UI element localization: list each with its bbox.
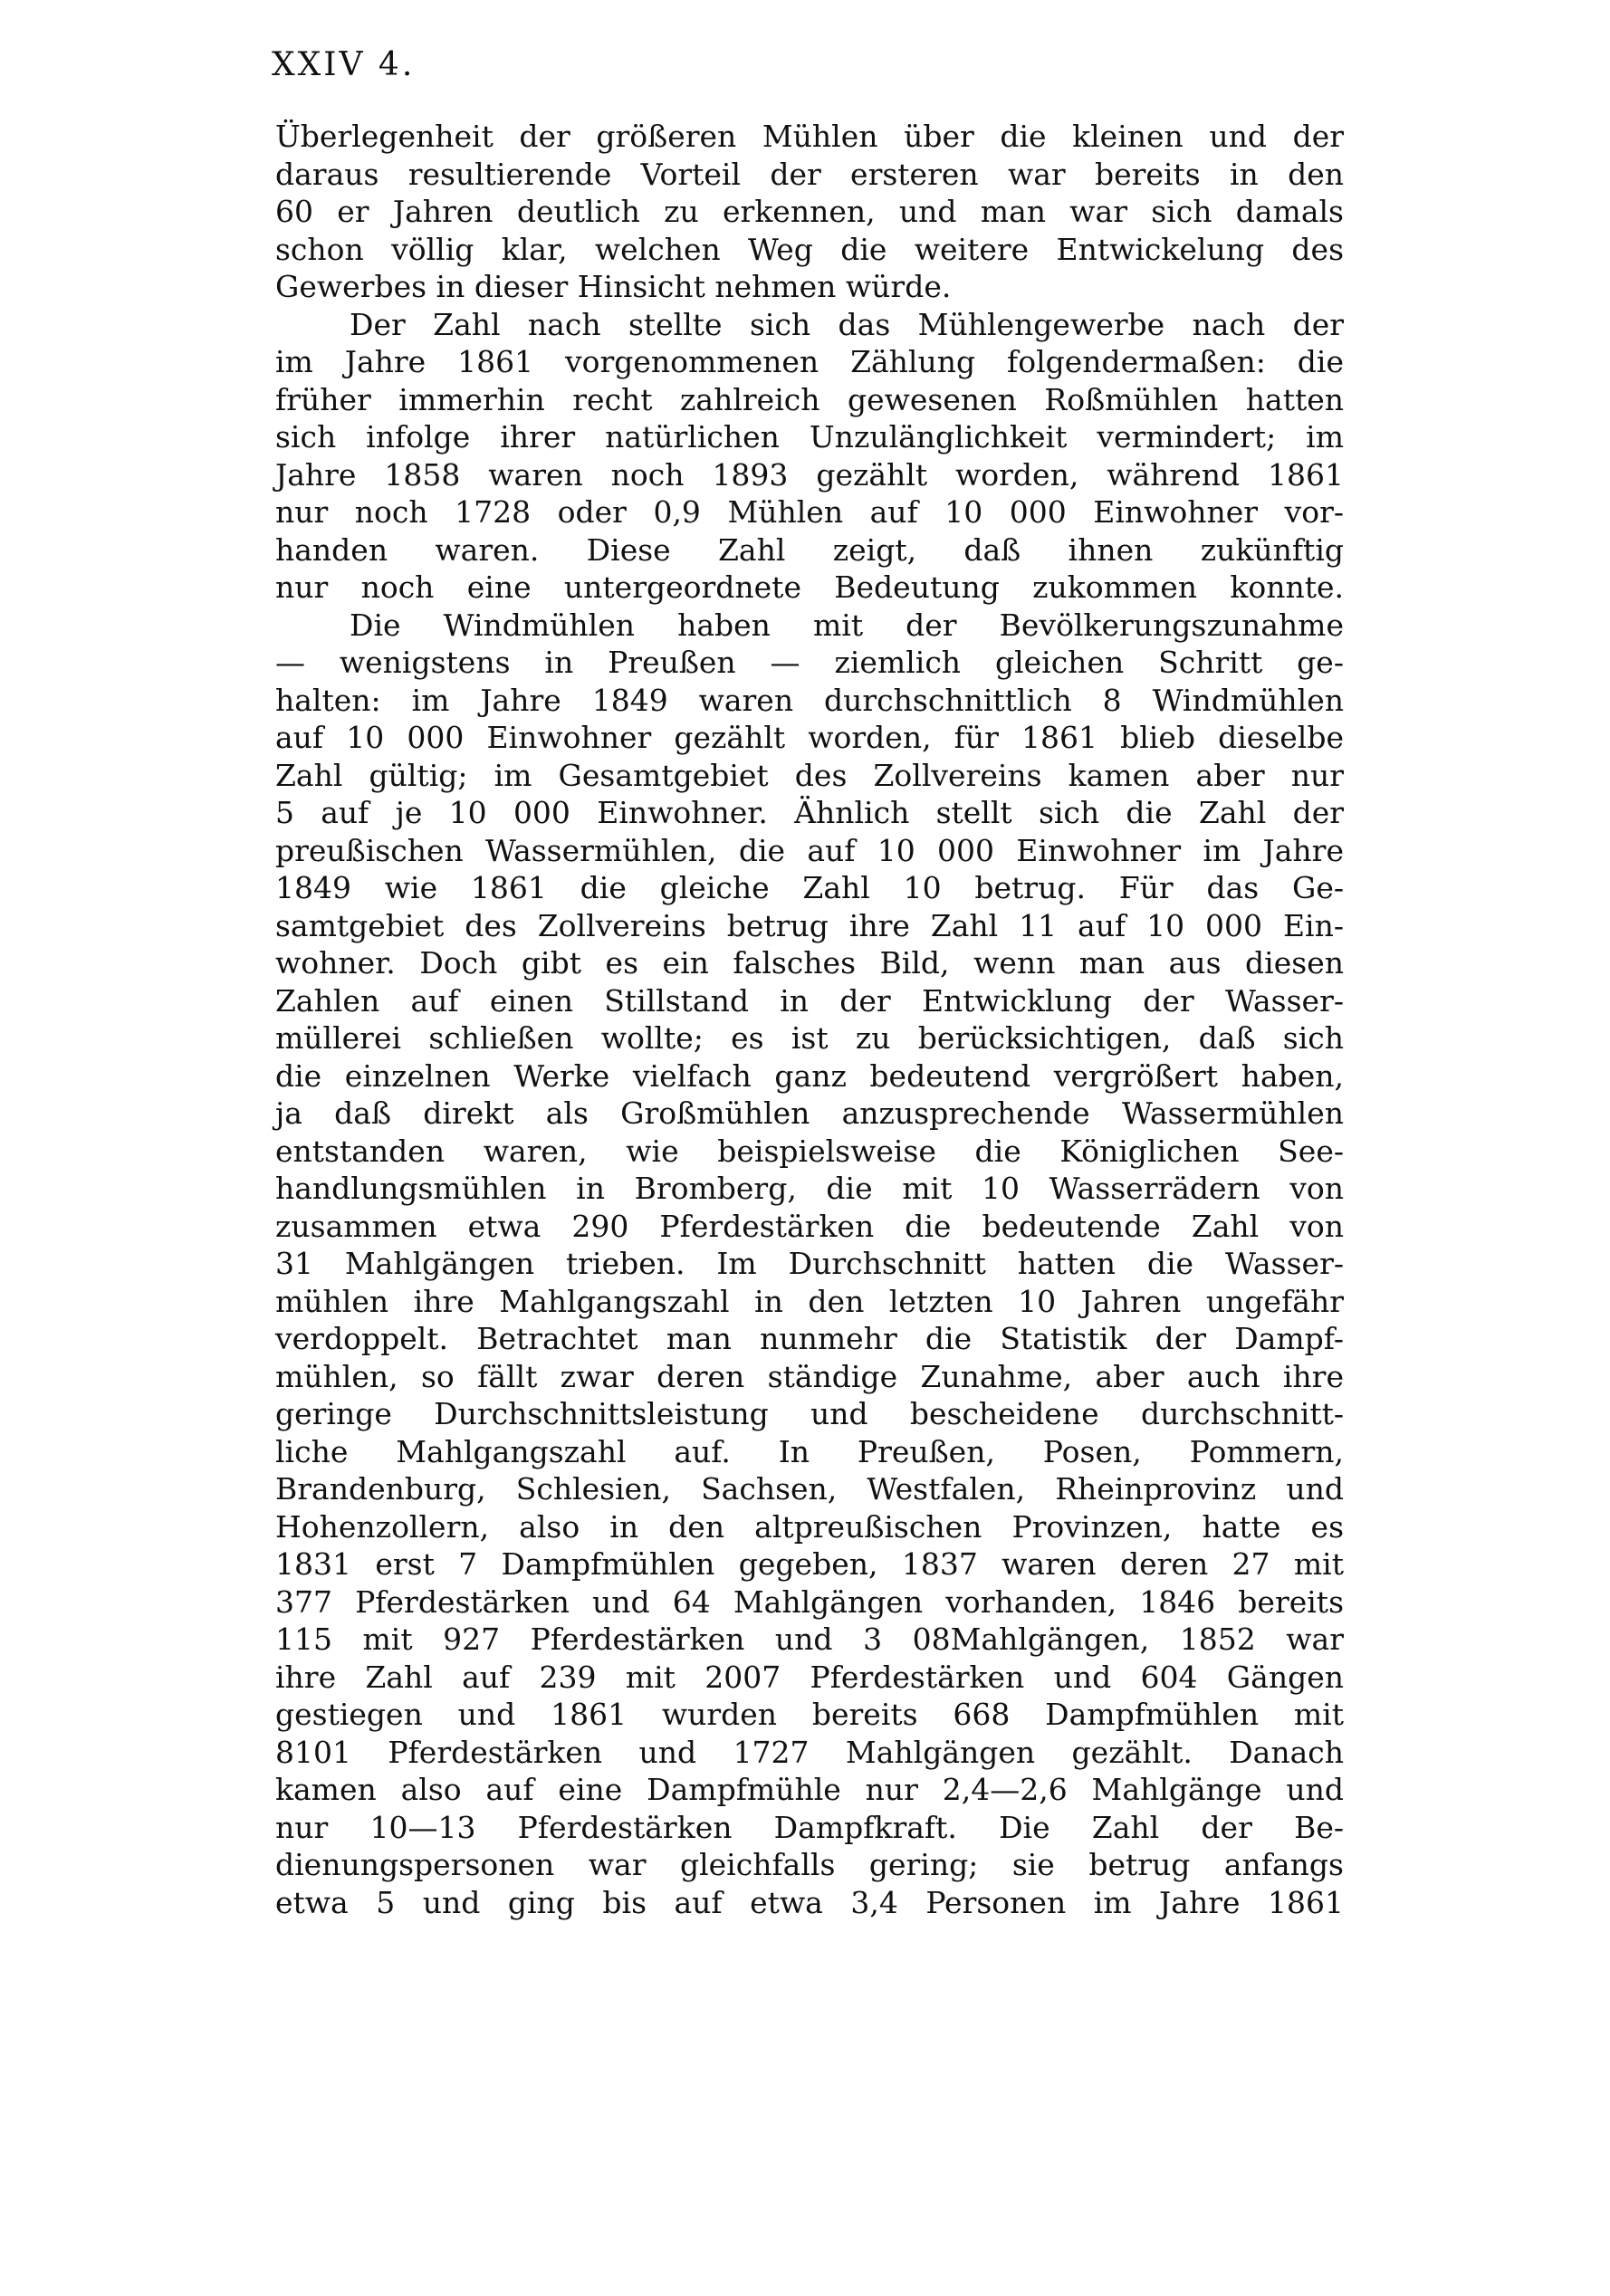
text-line: etwa 5 und ging bis auf etwa 3,4 Personen im Jahre 1861 [275, 1884, 1344, 1920]
text-line: Überlegenheit der größeren Mühlen über die kleinen und der [275, 119, 1344, 154]
text-line: auf 10 000 Einwohner gezählt worden, für 1861 blieb dieselbe [275, 720, 1344, 755]
text-line: ihre Zahl auf 239 mit 2007 Pferdestärken und 604 Gängen [275, 1659, 1344, 1695]
text-line: verdoppelt. Betrachtet man nunmehr die Statistik der Dampf- [275, 1321, 1344, 1356]
text-line: Zahl gültig; im Gesamtgebiet des Zollvereins kamen aber nur [275, 757, 1344, 793]
text-line: 60 er Jahren deutlich zu erkennen, und man war sich damals [275, 194, 1344, 229]
text-line: preußischen Wassermühlen, die auf 10 000 Einwohner im Jahre [275, 832, 1344, 868]
text-line: dienungspersonen war gleichfalls gering; sie betrug anfangs [275, 1847, 1344, 1882]
text-line: handlungsmühlen in Bromberg, die mit 10 Wasserrädern von [275, 1171, 1344, 1206]
text-line: sich infolge ihrer natürlichen Unzulänglichkeit vermindert; im [275, 419, 1344, 454]
text-line: müllerei schließen wollte; es ist zu berücksichtigen, daß sich [275, 1020, 1344, 1056]
text-line: Hohenzollern, also in den altpreußischen Provinzen, hatte es [275, 1508, 1344, 1545]
paragraph-first-line: Der Zahl nach stellte sich das Mühlengewerbe nach der [350, 306, 1344, 342]
text-line: Brandenburg, Schlesien, Sachsen, Westfalen, Rheinprovinz und [275, 1471, 1344, 1507]
text-line: nur 10—13 Pferdestärken Dampfkraft. Die Zahl der Be- [275, 1809, 1344, 1845]
text-line: nur noch 1728 oder 0,9 Mühlen auf 10 000 Einwohner vor- [275, 494, 1344, 530]
text-line: mühlen, so fällt zwar deren ständige Zunahme, aber auch ihre [275, 1358, 1344, 1394]
text-line: kamen also auf eine Dampfmühle nur 2,4—2,6 Mahlgänge und [275, 1772, 1344, 1807]
text-line: zusammen etwa 290 Pferdestärken die bedeutende Zahl von [275, 1208, 1344, 1244]
text-line: entstanden waren, wie beispielsweise die Königlichen See- [275, 1133, 1344, 1169]
text-line: gestiegen und 1861 wurden bereits 668 Dampfmühlen mit [275, 1697, 1344, 1732]
text-line: 8101 Pferdestärken und 1727 Mahlgängen gezählt. Danach [275, 1734, 1344, 1770]
text-line: nur noch eine untergeordnete Bedeutung zukommen konnte. [275, 569, 1344, 605]
text-line: schon völlig klar, welchen Weg die weitere Entwickelung des [275, 231, 1344, 267]
text-line: wohner. Doch gibt es ein falsches Bild, wenn man aus diesen [275, 945, 1344, 981]
text-line: 5 auf je 10 000 Einwohner. Ähnlich stellt sich die Zahl der [275, 795, 1344, 830]
text-line: im Jahre 1861 vorgenommenen Zählung folgendermaßen: die [275, 344, 1344, 379]
text-line: geringe Durchschnittsleistung und bescheidene durchschnitt- [275, 1396, 1344, 1431]
text-line: 115 mit 927 Pferdestärken und 3 08Mahlgängen, 1852 war [275, 1622, 1344, 1657]
text-line: liche Mahlgangszahl auf. In Preußen, Posen, Pommern, [275, 1433, 1344, 1469]
text-line: 31 Mahlgängen trieben. Im Durchschnitt hatten die Wasser- [275, 1246, 1344, 1281]
text-line: die einzelnen Werke vielfach ganz bedeutend vergrößert haben, [275, 1057, 1344, 1094]
text-line: daraus resultierende Vorteil der ersteren war bereits in den [275, 156, 1344, 192]
text-line: halten: im Jahre 1849 waren durchschnittlich 8 Windmühlen [275, 682, 1344, 718]
text-line: ja daß direkt als Großmühlen anzusprechende Wassermühlen [275, 1095, 1344, 1131]
text-line: 377 Pferdestärken und 64 Mahlgängen vorhanden, 1846 bereits [275, 1583, 1344, 1620]
text-line: Gewerbes in dieser Hinsicht nehmen würde. [275, 269, 952, 304]
text-line: handen waren. Diese Zahl zeigt, daß ihnen zukünftig [275, 531, 1344, 568]
text-line: Jahre 1858 waren noch 1893 gezählt worden, während 1861 [275, 456, 1344, 493]
body-text [275, 118, 1344, 1921]
text-line: mühlen ihre Mahlgangszahl in den letzten 10 Jahren ungefähr [275, 1283, 1344, 1319]
text-line: 1831 erst 7 Dampfmühlen gegeben, 1837 waren deren 27 mit [275, 1546, 1344, 1582]
text-line: samtgebiet des Zollvereins betrug ihre Zahl 11 auf 10 000 Ein- [275, 907, 1344, 943]
text-line: 1849 wie 1861 die gleiche Zahl 10 betrug. Für das Ge- [275, 870, 1344, 905]
text-line: Zahlen auf einen Stillstand in der Entwicklung der Wasser- [275, 982, 1344, 1019]
page-header: XXIV 4. [272, 46, 416, 83]
paragraph-first-line: Die Windmühlen haben mit der Bevölkerungszunahme [350, 607, 1344, 643]
text-line: früher immerhin recht zahlreich gewesenen Roßmühlen hatten [275, 381, 1344, 417]
text-line: — wenigstens in Preußen — ziemlich gleichen Schritt ge- [275, 645, 1344, 680]
